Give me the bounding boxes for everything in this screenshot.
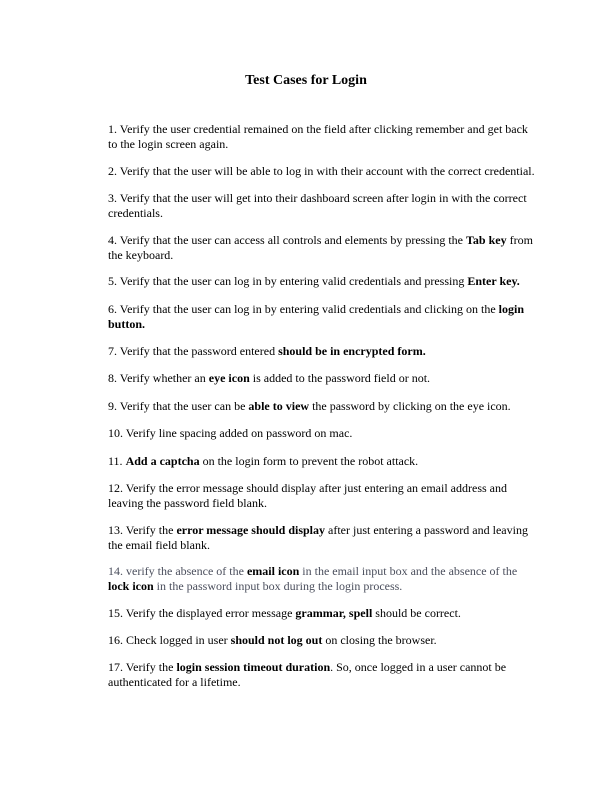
test-case-2 (108, 164, 538, 179)
test-case-emphasis: able to view (248, 399, 310, 413)
test-case-emphasis: error message should display (176, 523, 326, 537)
document-title: Test Cases for Login (245, 73, 367, 88)
test-case-emphasis: email icon (246, 564, 300, 578)
test-case-12 (108, 481, 538, 510)
test-case-16 (108, 633, 538, 648)
test-case-text: 14. verify the absence of the (108, 564, 247, 578)
test-case-emphasis-2: lock icon (108, 578, 154, 593)
test-case-15 (108, 606, 538, 621)
test-case-text: 15. Verify the displayed error message (108, 606, 296, 620)
test-case-text: 7. Verify that the password entered (108, 344, 279, 358)
test-case-5 (108, 274, 538, 289)
test-case-14 (108, 564, 538, 593)
test-case-text-after: after just entering a password and leaving the email field blank. (108, 523, 528, 552)
test-case-text: 8. Verify whether an (108, 371, 209, 385)
test-case-emphasis: Enter key. (467, 274, 520, 288)
test-case-4 (108, 233, 538, 262)
test-case-17 (108, 660, 538, 689)
test-case-emphasis: should not log out (230, 633, 323, 647)
test-case-text: 9. Verify that the user can be (108, 399, 249, 413)
test-case-text: 6. Verify that the user can log in by entering valid credentials and clicking on the (108, 302, 499, 316)
test-case-8 (108, 371, 538, 386)
test-case-text: 3. Verify that the user will get into their dashboard screen after login in with the correct credentials. (108, 191, 527, 220)
test-case-text-after: . So, once logged in a user cannot be authenticated for a lifetime. (108, 660, 507, 689)
test-case-text-after: should be correct. (372, 606, 461, 620)
test-case-text: 10. Verify line spacing added on password on mac. (108, 426, 353, 440)
test-case-text-after: on the login form to prevent the robot attack. (199, 454, 419, 468)
test-case-13 (108, 523, 538, 552)
test-case-text: 5. Verify that the user can log in by entering valid credentials and pressing (108, 274, 468, 288)
test-case-emphasis: grammar, spell (295, 606, 373, 620)
test-case-9 (108, 399, 538, 414)
test-case-text: 12. Verify the error message should display after just entering an email address and leaving the password field blank. (108, 481, 507, 510)
test-case-text: 1. Verify the user credential remained on the field after clicking remember and get back to the login screen again. (108, 122, 528, 151)
test-case-text-after: is added to the password field or not. (249, 371, 431, 385)
test-case-text: 11. (108, 454, 126, 468)
test-case-text: 17. Verify the (108, 660, 177, 674)
test-case-emphasis: Add a captcha (125, 454, 200, 468)
test-case-text: 2. Verify that the user will be able to log in with their account with the correct credential. (108, 164, 535, 178)
test-case-text-after: in the password input box during the login process. (153, 578, 403, 593)
test-case-emphasis: eye icon (208, 371, 250, 385)
test-case-6 (108, 302, 538, 331)
test-case-10 (108, 426, 538, 441)
test-case-emphasis: should be in encrypted form. (278, 344, 426, 358)
test-case-1 (108, 122, 538, 151)
test-case-7 (108, 344, 538, 359)
test-case-text: 13. Verify the (108, 523, 177, 537)
test-case-emphasis: Tab key (466, 233, 507, 247)
test-case-text-after: from the keyboard. (108, 233, 533, 262)
test-case-text-after: on closing the browser. (322, 633, 437, 647)
test-case-text-middle: in the email input box and the absence of the (299, 564, 518, 578)
test-case-text-after: the password by clicking on the eye icon. (309, 399, 511, 413)
test-case-11 (108, 454, 538, 469)
test-case-text: 4. Verify that the user can access all controls and elements by pressing the (108, 233, 467, 247)
test-case-emphasis: login session timeout duration (176, 660, 331, 674)
test-case-3 (108, 191, 538, 220)
test-case-emphasis: login button. (108, 302, 525, 331)
test-case-text: 16. Check logged in user (108, 633, 231, 647)
